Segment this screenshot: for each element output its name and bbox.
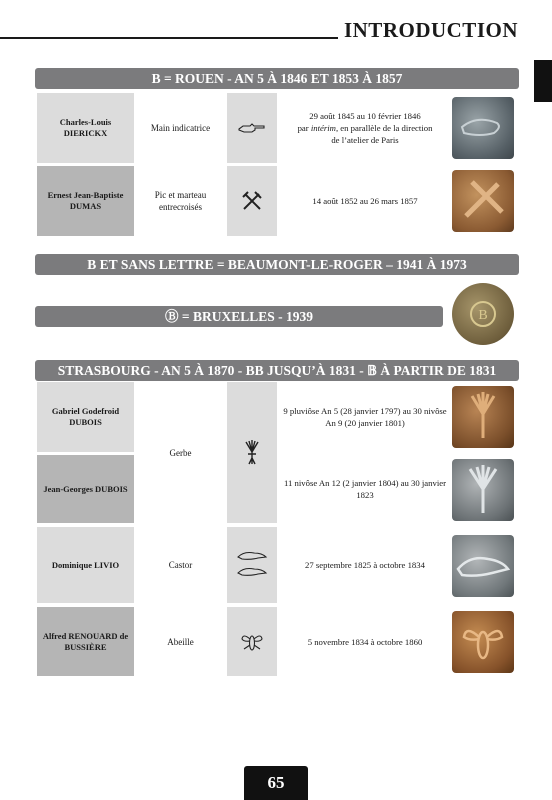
coin-detail-photo xyxy=(452,386,514,448)
engraver-name: Dominique LIVIO xyxy=(37,527,134,603)
period-italic: intérim xyxy=(310,123,336,133)
period-prefix: par xyxy=(297,123,311,133)
mark-description: Main indicatrice xyxy=(150,123,211,133)
page-title: INTRODUCTION xyxy=(343,18,518,42)
coin-detail-photo xyxy=(452,170,514,232)
engraver-name: Jean-Georges DUBOIS xyxy=(37,455,134,523)
chapter-tab xyxy=(534,60,552,102)
section-band-bruxelles: Ⓑ = BRUXELLES - 1939 xyxy=(35,306,443,327)
coin-detail-photo xyxy=(452,535,514,597)
header-rule xyxy=(0,37,338,39)
engraver-name: Alfred RENOUARD de BUSSIÈRE xyxy=(37,607,134,676)
svg-text:B: B xyxy=(478,308,488,323)
page-number: 65 xyxy=(244,766,308,800)
section-band-rouen: B = ROUEN - AN 5 À 1846 ET 1853 À 1857 xyxy=(35,68,519,89)
wheat-sheaf-icon xyxy=(227,382,277,523)
bee-icon xyxy=(227,607,277,676)
mark-description: Gerbe xyxy=(169,447,192,458)
period-text: 11 nivôse An 12 (2 janvier 1804) au 30 janvier 1823 xyxy=(283,478,447,500)
beaver-icon xyxy=(227,527,277,603)
period-text: 5 novembre 1834 à octobre 1860 xyxy=(307,636,423,647)
engraver-name: Ernest Jean-Baptiste DUMAS xyxy=(37,166,134,236)
coin-detail-photo xyxy=(452,611,514,673)
engraver-name: Gabriel Godefroid DUBOIS xyxy=(37,382,134,452)
period-line: 29 août 1845 au 10 février 1846 xyxy=(309,111,421,121)
period-line: , en parallèle de la direction xyxy=(335,123,433,133)
period-text: 9 pluviôse An 5 (28 janvier 1797) au 30 nivôse An 9 (20 janvier 1801) xyxy=(283,406,447,428)
period-text xyxy=(281,93,449,163)
period-line: de l’atelier de Paris xyxy=(331,135,399,145)
section-band-strasbourg: STRASBOURG - AN 5 À 1870 - BB JUSQU’À 1831 - 𝔹 À PARTIR DE 1831 xyxy=(35,360,519,381)
coin-detail-photo xyxy=(452,459,514,521)
pick-and-hammer-icon xyxy=(227,166,277,236)
pointing-hand-icon xyxy=(227,93,277,163)
engraver-name: Charles-Louis DIERICKX xyxy=(37,93,134,163)
coin-detail-photo xyxy=(452,97,514,159)
mark-description: Pic et marteau entrecroisés xyxy=(154,190,207,212)
mark-description: Castor xyxy=(168,560,193,570)
period-text: 14 août 1852 au 26 mars 1857 xyxy=(312,196,418,206)
section-band-beaumont: B ET SANS LETTRE = BEAUMONT-LE-ROGER – 1941 À 1973 xyxy=(35,254,519,275)
period-text: 27 septembre 1825 à octobre 1834 xyxy=(305,560,425,570)
coin-detail-photo xyxy=(452,283,514,345)
mark-description: Abeille xyxy=(167,636,194,647)
